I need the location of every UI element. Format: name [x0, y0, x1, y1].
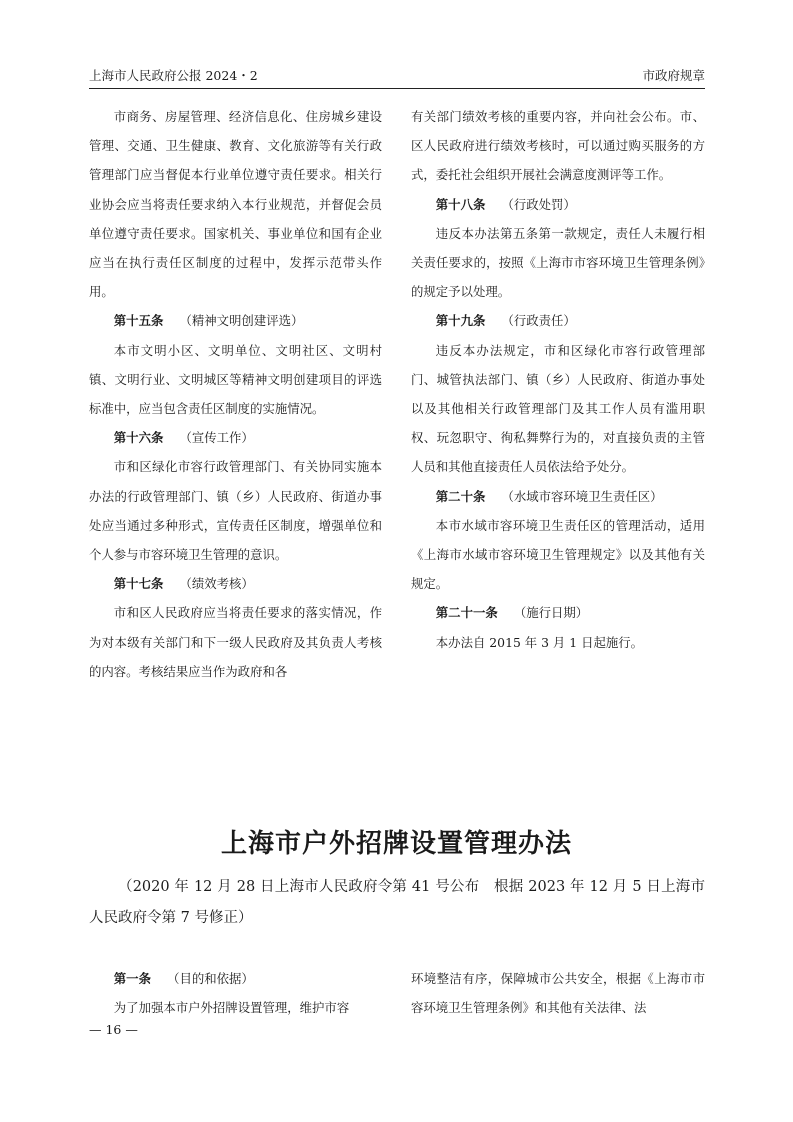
journal-title: 上海市人民政府公报 2024・2 — [89, 68, 258, 83]
article-title: （施行日期） — [513, 605, 589, 621]
left-column — [89, 102, 382, 686]
article-title: （目的和依据） — [167, 971, 254, 986]
article-heading — [411, 306, 705, 335]
article-number: 第十六条 — [113, 430, 164, 446]
article-title: （绩效考核） — [179, 576, 254, 592]
article-number: 第二十条 — [435, 488, 486, 504]
article-heading — [89, 306, 382, 335]
paragraph: 本市文明小区、文明单位、文明社区、文明村镇、文明行业、文明城区等精神文明创建项目的评选标准中，应当包含责任区制度的实施情况。 — [89, 342, 382, 417]
paragraph: 环境整洁有序，保障城市公共安全，根据《上海市市容环境卫生管理条例》和其他有关法律、法 — [411, 971, 705, 1016]
article-number: 第一条 — [113, 971, 151, 986]
article-title: （宣传工作） — [179, 430, 254, 446]
article-heading — [89, 569, 382, 598]
article-number: 第十五条 — [113, 313, 164, 329]
article-number: 第十八条 — [435, 196, 486, 212]
article-title: （行政责任） — [501, 313, 576, 329]
paragraph: 本办法自 2015 年 3 月 1 日起施行。 — [435, 634, 644, 650]
paragraph: 违反本办法规定，市和区绿化市容行政管理部门、城管执法部门、镇（乡）人民政府、街道办事处以及其他相关行政管理部门及其工作人员有滥用职权、玩忽职守、徇私舞弊行为的，对直接负责的主管人员和其他直接责任人员依法给予处分。 — [411, 342, 705, 475]
paragraph: 市和区人民政府应当将责任要求的落实情况，作为对本级有关部门和下一级人民政府及其负责人考核的内容。考核结果应当作为政府和各 — [89, 605, 382, 679]
article-title: （行政处罚） — [501, 196, 576, 212]
article-heading — [411, 482, 705, 511]
article-number: 第十七条 — [113, 576, 164, 592]
article-heading — [89, 423, 382, 452]
article-title: （精神文明创建评选） — [179, 313, 304, 329]
page-header — [89, 64, 705, 89]
paragraph: 违反本办法第五条第一款规定，责任人未履行相关责任要求的，按照《上海市市容环境卫生管理条例》的规定予以处理。 — [411, 225, 705, 300]
article-number: 第二十一条 — [435, 605, 498, 621]
article-heading — [411, 190, 705, 219]
article-heading — [411, 598, 705, 627]
new-doc-left-column — [89, 964, 382, 1022]
paragraph: 市和区绿化市容行政管理部门、有关协同实施本办法的行政管理部门、镇（乡）人民政府、街道办事处应当通过多种形式，宣传责任区制度，增强单位和个人参与市容环境卫生管理的意识。 — [89, 459, 382, 563]
paragraph: 市商务、房屋管理、经济信息化、住房城乡建设管理、交通、卫生健康、教育、文化旅游等有关行政管理部门应当督促本行业单位遵守责任要求。相关行业协会应当将责任要求纳入本行业规范，并督促会员单位遵守责任要求。国家机关、事业单位和国有企业应当在执行责任区制度的过程中，发挥示范带头作用。 — [89, 109, 382, 300]
document-subtitle: （2020 年 12 月 28 日上海市人民政府令第 41 号公布 根据 2023 年 12 月 5 日上海市人民政府令第 7 号修正） — [89, 879, 705, 926]
document-title: 上海市户外招牌设置管理办法 — [220, 829, 572, 859]
page-number: — 16 — — [89, 1022, 138, 1037]
right-column — [411, 102, 705, 657]
article-number: 第十九条 — [435, 313, 486, 329]
paragraph: 本市水域市容环境卫生责任区的管理活动，适用《上海市水域市容环境卫生管理规定》以及其他有关规定。 — [411, 517, 705, 592]
new-doc-right-column — [411, 964, 705, 1022]
paragraph: 有关部门绩效考核的重要内容，并向社会公布。市、区人民政府进行绩效考核时，可以通过购买服务的方式，委托社会组织开展社会满意度测评等工作。 — [411, 109, 705, 183]
article-title: （水域市容环境卫生责任区） — [501, 488, 663, 504]
article-heading — [89, 964, 382, 993]
paragraph: 为了加强本市户外招牌设置管理，维护市容 — [113, 1000, 350, 1016]
section-title: 市政府规章 — [642, 68, 705, 83]
